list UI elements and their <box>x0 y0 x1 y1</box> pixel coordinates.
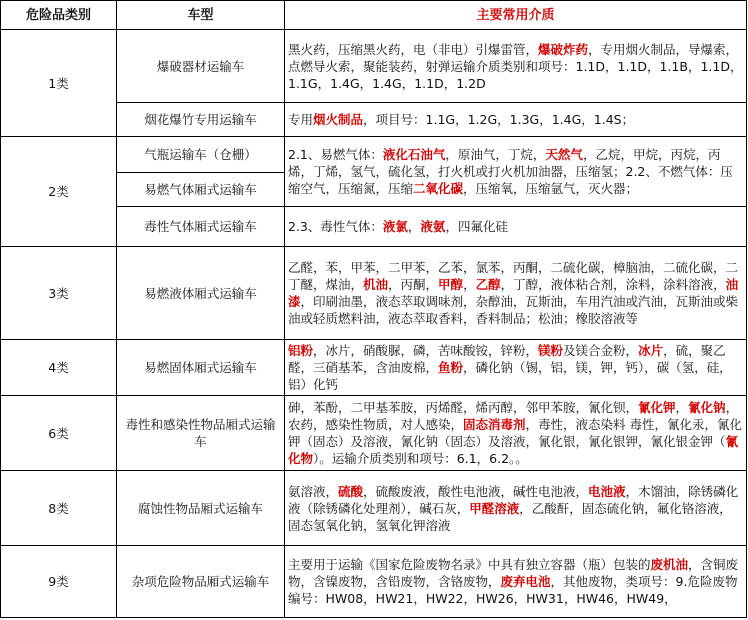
media-text: ，含铜废物，含镍废物，含铅废物，含铬废物， <box>288 557 739 589</box>
vehicle-cell: 烟花爆竹专用运输车 <box>117 103 285 137</box>
media-text: 黑火药，压缩黑火药，电（非电）引爆雷管， <box>288 41 539 57</box>
media-text: ， <box>463 277 476 292</box>
vehicle-cell: 爆破器材运输车 <box>117 30 285 103</box>
table-row <box>1 247 747 340</box>
media-text: ，印刷油墨，液态萃取调味剂，杂醇油，瓦斯油，车用汽油或汽油，瓦斯油或柴油或轻质燃料油，液态萃取香料，香料制品；松油；橡胶溶液等 <box>288 294 739 326</box>
highlight-term: 废机油 <box>650 557 689 572</box>
media-cell <box>285 340 747 396</box>
media-text: ，丁醇，液体粘合剂，涂料，涂料溶液， <box>500 277 726 292</box>
media-text: ，硫酸废液，酸性电池液，碱性电池液， <box>363 483 589 499</box>
header-category: 危险品类别 <box>1 1 117 30</box>
media-text: ， <box>407 219 421 234</box>
media-text: ，毒性，液态染料 毒性，氰化汞，氰化钾（固态）及溶液，氰化钠（固态）及溶液，氰化银，氰化银钾，氰化银金钾（ <box>288 417 743 449</box>
vehicle-cell: 杂项危险物品厢式运输车 <box>117 546 285 618</box>
media-text: ，原油气，丁烷， <box>445 147 546 162</box>
media-text: 氨溶液， <box>288 483 339 499</box>
header-vehicle: 车型 <box>117 1 285 30</box>
highlight-term: 电池液 <box>588 483 626 499</box>
media-text: ，乙酸酐，固态硫化钠，氟化铬溶液，固态氢氧化钠，氢氧化钾溶液 <box>288 500 732 533</box>
vehicle-cell: 毒性气体厢式运输车 <box>117 207 285 247</box>
highlight-term: 液氨 <box>420 219 446 234</box>
highlight-term: 氰化钾 <box>638 400 676 415</box>
media-text: 及镁合金粉， <box>563 343 639 358</box>
highlight-term: 固态消毒剂 <box>463 417 526 432</box>
media-cell <box>285 396 747 471</box>
highlight-term: 甲醇 <box>438 277 464 292</box>
media-text: 2.1、易燃气体： <box>288 147 383 162</box>
category-cell: 9类 <box>1 546 117 618</box>
highlight-term: 烟火制品 <box>313 112 364 127</box>
highlight-term: 冰片 <box>638 343 664 358</box>
media-text: 主要用于运输《国家危险废物名录》中具有独立容器（瓶）包装的 <box>288 557 651 572</box>
media-text: ，农药，感染性物质，对人感染， <box>288 400 739 432</box>
media-cell <box>285 471 747 546</box>
table-row <box>1 137 747 173</box>
category-cell: 1类 <box>1 30 117 137</box>
category-cell: 3类 <box>1 247 117 340</box>
table-row <box>1 340 747 396</box>
highlight-term: 氰化物 <box>288 434 739 466</box>
category-cell: 6类 <box>1 396 117 471</box>
media-text: ，其他废物，类项号：9.危险废物编号：HW08，HW21，HW22，HW26，HW31，HW46，HW49， <box>288 574 738 606</box>
category-cell: 2类 <box>1 137 117 247</box>
media-text: ，项目号：1.1G，1.2G，1.3G，1.4G，1.4S； <box>363 112 635 127</box>
highlight-term: 甲醛溶液 <box>469 500 520 516</box>
highlight-term: 硫酸 <box>338 483 364 499</box>
highlight-term: 鱼粉 <box>438 360 464 375</box>
category-cell: 8类 <box>1 471 117 546</box>
highlight-term: 铝粉 <box>288 343 314 358</box>
media-text: ， <box>675 400 689 415</box>
media-text: 2.3、毒性气体： <box>288 219 383 234</box>
media-text: ，丙酮， <box>388 277 439 292</box>
table-row <box>1 396 747 471</box>
highlight-term: 氰化钠 <box>688 400 726 415</box>
table-row <box>1 471 747 546</box>
media-cell <box>285 30 747 103</box>
highlight-term: 液化石油气 <box>382 147 446 162</box>
table-row <box>1 546 747 618</box>
media-text: 专用 <box>288 112 314 127</box>
media-cell <box>285 103 747 137</box>
media-cell <box>285 247 747 340</box>
vehicle-cell: 易燃气体厢式运输车 <box>117 173 285 207</box>
header-row <box>1 1 747 30</box>
vehicle-cell: 易燃固体厢式运输车 <box>117 340 285 396</box>
media-text: ，磷化钠（锡，铝，镁，钾，钙），碳（氢，硅，铝）化钙 <box>288 360 732 392</box>
media-text: 乙醛，苯，甲苯，二甲苯，乙苯，氯苯，丙酮，二硫化碳，樟脑油，二硫化碳，二丁醚，煤油， <box>288 260 739 292</box>
highlight-term: 乙醇 <box>475 277 501 292</box>
highlight-term: 油漆 <box>288 277 739 309</box>
media-text: ，乙烷，甲烷，丙烷，丙烯，丁烯，氢气，硫化氢，打火机或打火机加油器，压缩氢；2.2、不燃气体：压缩空气，压缩氮，压缩 <box>288 147 733 196</box>
header-media: 主要常用介质 <box>285 1 747 30</box>
highlight-term: 二氧化碳 <box>413 181 464 196</box>
highlight-term: 爆破炸药 <box>538 41 589 57</box>
media-text: ，硫，聚乙醛，三硝基苯，含油废棉， <box>288 343 726 375</box>
category-cell: 4类 <box>1 340 117 396</box>
table-row <box>1 30 747 103</box>
highlight-term: 镁粉 <box>538 343 564 358</box>
media-text: ，压缩氧，压缩氩气，灭火器； <box>463 181 639 196</box>
vehicle-cell: 气瓶运输车（仓栅） <box>117 137 285 173</box>
highlight-term: 天然气 <box>545 147 583 162</box>
media-text: ，冰片，硝酸脲，磷，苦味酸铵，锌粉， <box>313 343 539 358</box>
media-text: ）。运输介质类别和项号：6.1，6.2。。 <box>313 451 528 466</box>
highlight-term: 液氯 <box>382 219 408 234</box>
media-cell <box>285 207 747 247</box>
media-cell <box>285 546 747 618</box>
highlight-term: 机油 <box>363 277 389 292</box>
vehicle-cell: 毒性和感染性物品厢式运输车 <box>117 396 285 471</box>
vehicle-cell: 腐蚀性物品厢式运输车 <box>117 471 285 546</box>
media-cell <box>285 137 747 207</box>
media-text: ，四氟化硅 <box>445 219 508 234</box>
vehicle-cell: 易燃液体厢式运输车 <box>117 247 285 340</box>
media-text: ，专用烟火制品，导爆索，点燃导火索，聚能装药，射弹运输介质类别和项号：1.1D，1.1D，1.1B，1.1D，1.1G，1.4G，1.4G，1.1D，1.2D <box>288 41 743 91</box>
highlight-term: 废弃电池 <box>500 574 551 589</box>
media-text: 砷，苯酚，二甲基苯胺，丙烯醛，烯丙醇，邻甲苯胺，氰化钡， <box>288 400 639 415</box>
media-text: ，木馏油，除锈磷化液（除锈磷化处理剂），碱石灰， <box>288 483 739 516</box>
